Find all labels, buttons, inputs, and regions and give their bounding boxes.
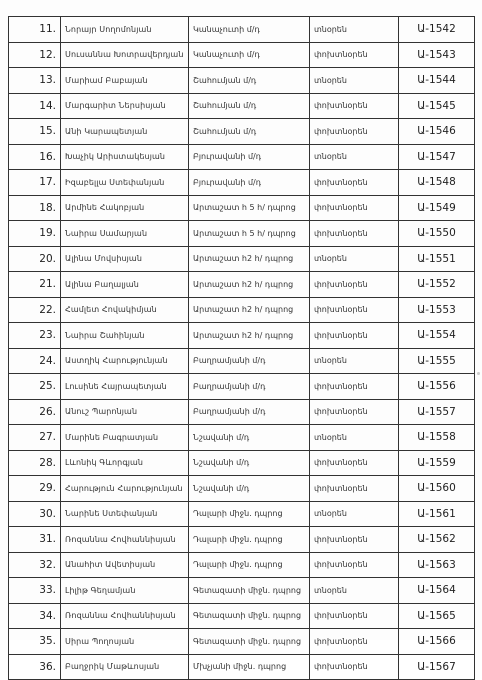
person-name: Մարիամ Բաբայան — [61, 68, 189, 94]
table-body — [9, 17, 475, 680]
person-name: Հարություն Հարությունյան — [61, 476, 189, 502]
table-row — [9, 425, 475, 451]
row-number: 19. — [9, 221, 61, 247]
registration-code: Ա-1562 — [399, 527, 475, 553]
row-number: 24. — [9, 348, 61, 374]
registration-code: Ա-1543 — [399, 42, 475, 68]
registration-code: Ա-1567 — [399, 654, 475, 680]
position-title: տնօրեն — [310, 144, 399, 170]
school-name: Նշավանի մ/դ — [189, 450, 310, 476]
registration-code: Ա-1563 — [399, 552, 475, 578]
school-name: Գետազատի միջն. դպրոց — [189, 629, 310, 655]
person-name: Լիլիթ Գեղամյան — [61, 578, 189, 604]
row-number: 33. — [9, 578, 61, 604]
person-name: Նաիրա Շահինյան — [61, 323, 189, 349]
person-name: Լուսինե Հայրապետյան — [61, 374, 189, 400]
table-row — [9, 297, 475, 323]
position-title: փոխտնօրեն — [310, 323, 399, 349]
row-number: 13. — [9, 68, 61, 94]
registration-code: Ա-1544 — [399, 68, 475, 94]
registration-code: Ա-1558 — [399, 425, 475, 451]
row-number: 18. — [9, 195, 61, 221]
person-name: Արմինե Հակոբյան — [61, 195, 189, 221]
person-name: Ռոզաննա Հովհաննիսյան — [61, 603, 189, 629]
row-number: 27. — [9, 425, 61, 451]
school-name: Շահումյան մ/դ — [189, 68, 310, 94]
table-row — [9, 246, 475, 272]
position-title: փոխտնօրեն — [310, 654, 399, 680]
registration-code: Ա-1559 — [399, 450, 475, 476]
registration-code: Ա-1565 — [399, 603, 475, 629]
table-row — [9, 476, 475, 502]
table-row — [9, 501, 475, 527]
registration-code: Ա-1554 — [399, 323, 475, 349]
registration-code: Ա-1560 — [399, 476, 475, 502]
position-title: փոխտնօրեն — [310, 527, 399, 553]
table-row — [9, 195, 475, 221]
person-name: Իզաբելլա Ստեփանյան — [61, 170, 189, 196]
table-row — [9, 654, 475, 680]
registration-code: Ա-1548 — [399, 170, 475, 196]
position-title: տնօրեն — [310, 578, 399, 604]
registration-code: Ա-1551 — [399, 246, 475, 272]
school-name: Նշավանի մ/դ — [189, 425, 310, 451]
school-name: Արտաշատ h2 h/ դպրոց — [189, 297, 310, 323]
table-row — [9, 272, 475, 298]
position-title: տնօրեն — [310, 348, 399, 374]
scan-artifact — [477, 372, 480, 375]
position-title: փոխտնօրեն — [310, 374, 399, 400]
registration-code: Ա-1564 — [399, 578, 475, 604]
position-title: փոխտնօրեն — [310, 476, 399, 502]
school-name: Բաղրամյանի մ/դ — [189, 348, 310, 374]
table-row — [9, 42, 475, 68]
registration-code: Ա-1555 — [399, 348, 475, 374]
registration-code: Ա-1545 — [399, 93, 475, 119]
school-name: Բաղրամյանի մ/դ — [189, 374, 310, 400]
row-number: 25. — [9, 374, 61, 400]
table-row — [9, 348, 475, 374]
position-title: փոխտնօրեն — [310, 450, 399, 476]
school-name: Դալարի միջն. դպրոց — [189, 552, 310, 578]
position-title: փոխտնօրեն — [310, 42, 399, 68]
registration-code: Ա-1556 — [399, 374, 475, 400]
person-name: Նորայր Սողոմոնյան — [61, 17, 189, 43]
position-title: տնօրեն — [310, 425, 399, 451]
position-title: տնօրեն — [310, 246, 399, 272]
position-title: տնօրեն — [310, 68, 399, 94]
position-title: փոխտնօրեն — [310, 93, 399, 119]
position-title: փոխտնօրեն — [310, 629, 399, 655]
person-name: Մարինե Բագրատյան — [61, 425, 189, 451]
school-name: Բյուրավանի մ/դ — [189, 170, 310, 196]
person-name: Նարինե Ստեփանյան — [61, 501, 189, 527]
registration-code: Ա-1549 — [399, 195, 475, 221]
person-name: Լևոնիկ Գևորգյան — [61, 450, 189, 476]
table-row — [9, 527, 475, 553]
registration-code: Ա-1550 — [399, 221, 475, 247]
row-number: 34. — [9, 603, 61, 629]
person-name: Ռոզաննա Հովհաննիսյան — [61, 527, 189, 553]
school-name: Արտաշատ h 5 h/ դպրոց — [189, 195, 310, 221]
row-number: 35. — [9, 629, 61, 655]
person-name: Անի Կարապետյան — [61, 119, 189, 145]
school-name: Արտաշատ h2 h/ դպրոց — [189, 323, 310, 349]
staff-registry-table — [8, 16, 475, 680]
table-row — [9, 578, 475, 604]
person-name: Սուսաննա Խոտրավերդյան — [61, 42, 189, 68]
person-name: Ալինա Մովսիսյան — [61, 246, 189, 272]
school-name: Շահումյան մ/դ — [189, 119, 310, 145]
school-name: Շահումյան մ/դ — [189, 93, 310, 119]
person-name: Աստղիկ Հարությունյան — [61, 348, 189, 374]
school-name: Գետազատի միջն. դպրոց — [189, 603, 310, 629]
registration-code: Ա-1557 — [399, 399, 475, 425]
row-number: 28. — [9, 450, 61, 476]
school-name: Բաղրամյանի մ/դ — [189, 399, 310, 425]
school-name: Դալարի միջն. դպրոց — [189, 527, 310, 553]
position-title: փոխտնօրեն — [310, 552, 399, 578]
position-title: տնօրեն — [310, 501, 399, 527]
row-number: 22. — [9, 297, 61, 323]
table-row — [9, 629, 475, 655]
school-name: Մխչյանի միջն. դպրոց — [189, 654, 310, 680]
registration-code: Ա-1546 — [399, 119, 475, 145]
row-number: 11. — [9, 17, 61, 43]
table-row — [9, 399, 475, 425]
registration-code: Ա-1561 — [399, 501, 475, 527]
school-name: Դալարի միջն. դպրոց — [189, 501, 310, 527]
table-row — [9, 221, 475, 247]
table-row — [9, 144, 475, 170]
registration-code: Ա-1553 — [399, 297, 475, 323]
row-number: 20. — [9, 246, 61, 272]
row-number: 26. — [9, 399, 61, 425]
position-title: փոխտնօրեն — [310, 195, 399, 221]
person-name: Սիրա Պողոսյան — [61, 629, 189, 655]
position-title: փոխտնօրեն — [310, 119, 399, 145]
row-number: 31. — [9, 527, 61, 553]
school-name: Արտաշատ h2 h/ դպրոց — [189, 272, 310, 298]
table-row — [9, 17, 475, 43]
table-row — [9, 68, 475, 94]
person-name: Ալինա Բաղալյան — [61, 272, 189, 298]
table-row — [9, 374, 475, 400]
row-number: 32. — [9, 552, 61, 578]
row-number: 36. — [9, 654, 61, 680]
table-row — [9, 119, 475, 145]
position-title: փոխտնօրեն — [310, 221, 399, 247]
row-number: 21. — [9, 272, 61, 298]
table-row — [9, 323, 475, 349]
school-name: Արտաշատ h2 h/ դպրոց — [189, 246, 310, 272]
person-name: Նաիրա Սամարյան — [61, 221, 189, 247]
registration-code: Ա-1547 — [399, 144, 475, 170]
position-title: փոխտնօրեն — [310, 603, 399, 629]
position-title: փոխտնօրեն — [310, 170, 399, 196]
person-name: Համլետ Հովակիմյան — [61, 297, 189, 323]
person-name: Անահիտ Ավետիսյան — [61, 552, 189, 578]
registration-code: Ա-1552 — [399, 272, 475, 298]
table-row — [9, 552, 475, 578]
position-title: փոխտնօրեն — [310, 399, 399, 425]
row-number: 23. — [9, 323, 61, 349]
registration-code: Ա-1542 — [399, 17, 475, 43]
table-row — [9, 93, 475, 119]
row-number: 29. — [9, 476, 61, 502]
row-number: 12. — [9, 42, 61, 68]
table-row — [9, 170, 475, 196]
school-name: Նշավանի մ/դ — [189, 476, 310, 502]
person-name: Խաչիկ Արիստակեսյան — [61, 144, 189, 170]
table-row — [9, 603, 475, 629]
row-number: 17. — [9, 170, 61, 196]
position-title: փոխտնօրեն — [310, 297, 399, 323]
row-number: 15. — [9, 119, 61, 145]
row-number: 14. — [9, 93, 61, 119]
school-name: Արտաշատ h 5 h/ դպրոց — [189, 221, 310, 247]
person-name: Մարգարիտ Ներսիսյան — [61, 93, 189, 119]
table-row — [9, 450, 475, 476]
registration-code: Ա-1566 — [399, 629, 475, 655]
position-title: տնօրեն — [310, 17, 399, 43]
person-name: Բաղջրիկ Մաթևոսյան — [61, 654, 189, 680]
row-number: 16. — [9, 144, 61, 170]
person-name: Անուշ Պարոնյան — [61, 399, 189, 425]
school-name: Գետազատի միջն. դպրոց — [189, 578, 310, 604]
row-number: 30. — [9, 501, 61, 527]
position-title: փոխտնօրեն — [310, 272, 399, 298]
school-name: Կանաչուտի մ/դ — [189, 42, 310, 68]
school-name: Բյուրավանի մ/դ — [189, 144, 310, 170]
school-name: Կանաչուտի մ/դ — [189, 17, 310, 43]
